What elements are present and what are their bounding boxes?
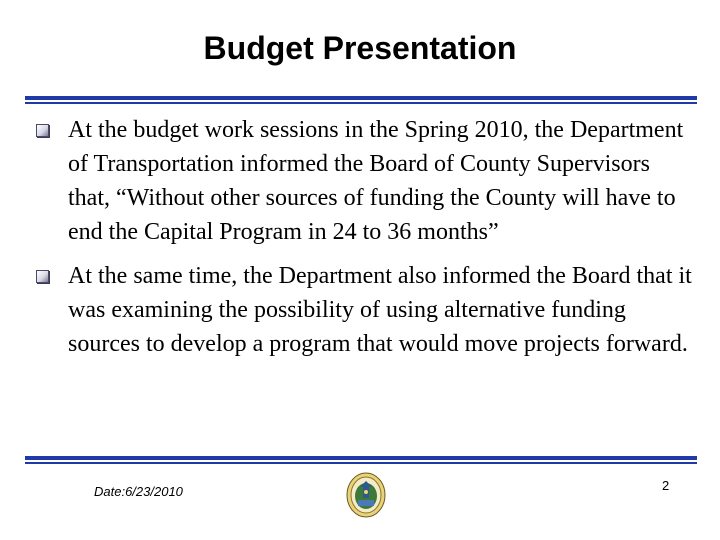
- square-bullet-icon: [36, 270, 49, 283]
- bullet-text-1: At the budget work sessions in the Spring 2010, the Department of Transportation informed the Board of County Supervisors that, “Without other sources of funding the County will have to end the Capital Program in 24 to 36 months”: [68, 117, 684, 245]
- bottom-divider: [25, 456, 697, 464]
- bullet-item-1: [32, 113, 692, 249]
- top-divider-thin-line: [25, 102, 697, 104]
- bottom-divider-thin-line: [25, 462, 697, 464]
- bottom-divider-thick-line: [25, 456, 697, 460]
- slide-title: Budget Presentation: [203, 30, 517, 66]
- footer-date: Date:6/23/2010: [94, 484, 183, 499]
- page-number: 2: [662, 478, 670, 493]
- square-bullet-icon: [36, 124, 49, 137]
- bullet-text-2: At the same time, the Department also informed the Board that it was examining the possibility of using alternative funding sources to develop a program that would move projects forward.: [68, 263, 692, 357]
- county-seal-icon: [346, 472, 386, 518]
- top-divider-thick-line: [25, 96, 697, 100]
- bullet-item-2: [32, 259, 692, 361]
- top-divider: [25, 96, 697, 104]
- bullet-list: [32, 113, 692, 371]
